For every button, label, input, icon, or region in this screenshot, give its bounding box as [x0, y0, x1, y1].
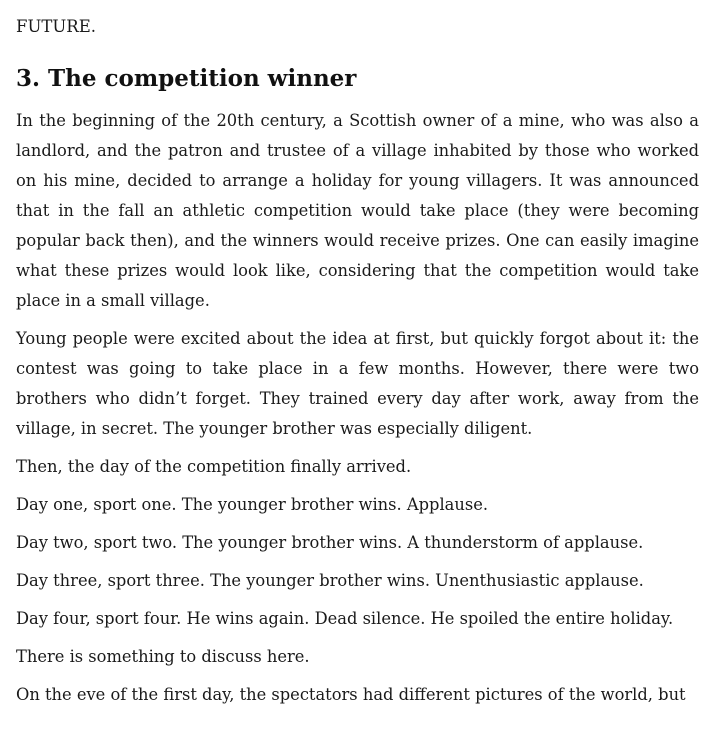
paragraph: Day one, sport one. The younger brother wins. Applause.	[16, 495, 489, 514]
paragraph: Then, the day of the competition finally arrived.	[16, 457, 412, 476]
paragraph: Day two, sport two. The younger brother wins. A thunderstorm of applause.	[16, 533, 644, 552]
section-body	[16, 106, 699, 718]
paragraph: There is something to discuss here.	[16, 647, 310, 666]
paragraph: Young people were excited about the idea at first, but quickly forgot about it: the contest was going to take place in a few months. However, there were two brothers who didn’t forget. They trained every day after work, away from the village, in secret. The younger brother was especially diligent.	[16, 329, 699, 438]
paragraph: Day four, sport four. He wins again. Dead silence. He spoiled the entire holiday.	[16, 609, 674, 628]
section-heading: 3. The competition winner	[16, 65, 357, 92]
paragraph: On the eve of the first day, the spectators had different pictures of the world, but	[16, 685, 686, 704]
paragraph: In the beginning of the 20th century, a Scottish owner of a mine, who was also a landlord, and the patron and trustee of a village inhabited by those who worked on his mine, decided to arrange a holiday for young villagers. It was announced that in the fall an athletic competition would take place (they were becoming popular back then), and the winners would receive prizes. One can easily imagine what these prizes would look like, considering that the competition would take place in a small village.	[16, 111, 699, 310]
paragraph: Day three, sport three. The younger brother wins. Unenthusiastic applause.	[16, 571, 644, 590]
previous-section-tail: FUTURE.	[16, 17, 96, 36]
